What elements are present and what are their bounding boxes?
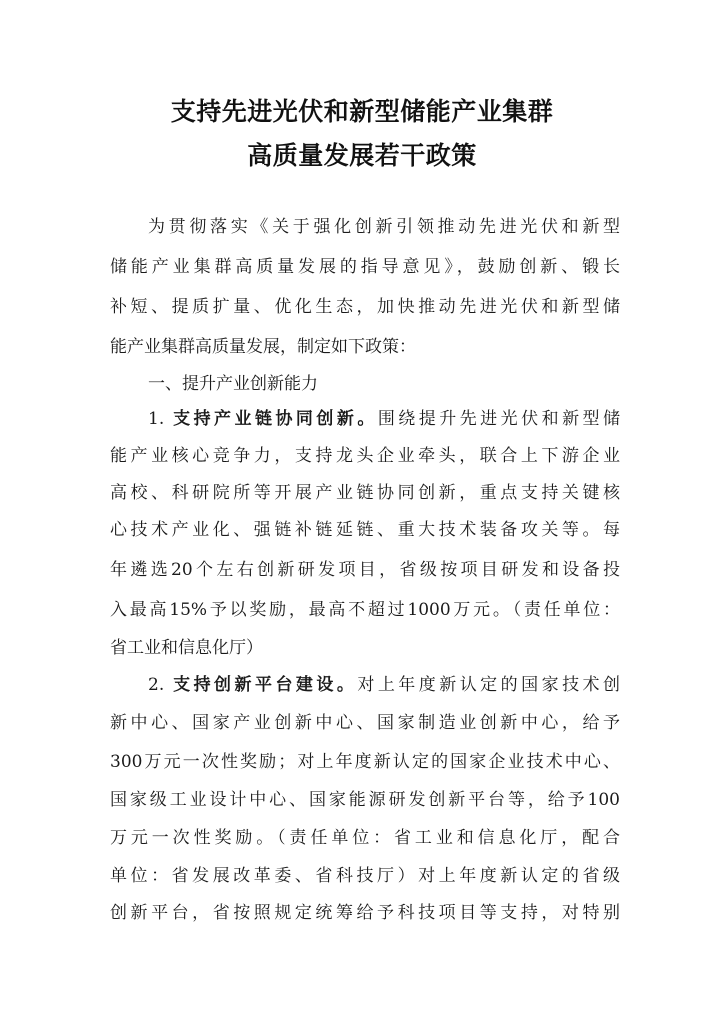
document-title-line-1: 支持先进光伏和新型储能产业集群 [170,97,554,126]
item-2-first-rest: 对上年度新认定的国家技术创 [357,675,620,695]
intro-line-4: 能产业集群高质量发展，制定如下政策： [110,337,416,357]
item-1-lead: 支持产业链协同创新。 [173,409,378,429]
item-2-line-7: 创新平台，省按照规定统筹给予科技项目等支持，对特别 [110,903,620,923]
item-1-line-5: 年遴选20个左右创新研发项目，省级按项目研发和设备投 [110,560,620,580]
item-1-first-rest: 围绕提升先进光伏和新型储 [377,409,620,429]
item-1-line-4: 心技术产业化、强链补链延链、重大技术装备攻关等。每 [110,520,620,540]
item-2-line-4: 国家级工业设计中心、国家能源研发创新平台等，给予100 [110,790,620,810]
item-2-lead: 支持创新平台建设。 [173,675,358,695]
item-1-line-2: 能产业核心竞争力，支持龙头企业牵头，联合上下游企业 [110,446,620,466]
item-1-number: 1. [148,409,165,429]
item-2-line-2: 新中心、国家产业创新中心、国家制造业创新中心，给予 [110,713,620,733]
document-title-line-2: 高质量发展若干政策 [247,141,477,170]
item-1-first-line [148,399,620,439]
intro-line-3: 补短、提质扩量、优化生态，加快推动先进光伏和新型储 [110,297,620,317]
item-1-line-6: 入最高15%予以奖励，最高不超过1000万元。（责任单位： [110,600,620,620]
item-1-line-7: 省工业和信息化厅） [110,638,263,658]
item-2-line-5: 万元一次性奖励。（责任单位：省工业和信息化厅，配合 [110,828,620,848]
intro-line-1: 为贯彻落实《关于强化创新引领推动先进光伏和新型 [148,217,620,237]
item-2-number: 2. [148,675,165,695]
item-2-line-3: 300万元一次性奖励；对上年度新认定的国家企业技术中心、 [110,752,620,772]
item-1-line-3: 高校、科研院所等开展产业链协同创新，重点支持关键核 [110,483,620,503]
section-1-heading: 一、提升产业创新能力 [148,374,318,394]
intro-line-2: 储能产业集群高质量发展的指导意见》，鼓励创新、锻长 [110,257,620,277]
item-2-line-6: 单位：省发展改革委、省科技厅）对上年度新认定的省级 [110,866,620,886]
item-2-first-line [148,665,620,705]
